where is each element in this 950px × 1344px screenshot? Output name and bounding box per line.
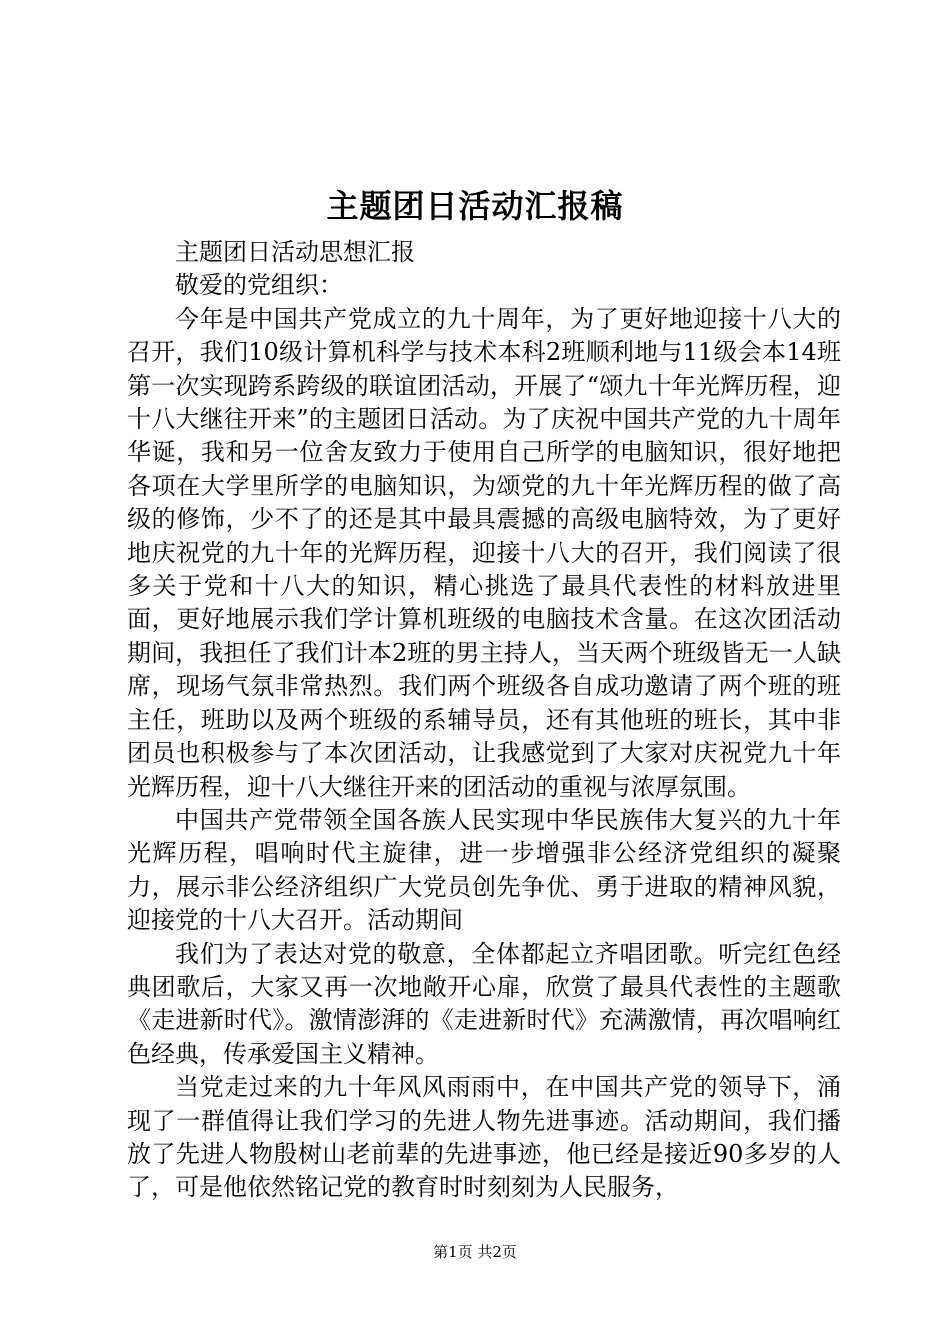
salutation-paragraph: 敬爱的党组织： [175,271,343,300]
document-title: 主题团日活动汇报稿 [326,187,624,225]
document-body [127,236,841,1205]
body-paragraph: 当党走过来的九十年风风雨雨中，在中国共产党的领导下，涌现了一群值得让我们学习的先进人物先进事迹。活动期间，我们播放了先进人物殷树山老前辈的先进事迹，他已经是接近90多岁的人了，可是他依然铭记党的教育时时刻刻为人民服务， [127,1073,841,1202]
body-paragraph: 今年是中国共产党成立的九十周年，为了更好地迎接十八大的召开，我们10级计算机科学与技术本科2班顺利地与11级会本14班第一次实现跨系跨级的联谊团活动，开展了“颂九十年光辉历程，迎十八大继往开来”的主题团日活动。为了庆祝中国共产党的九十周年华诞，我和另一位舍友致力于使用自己所学的电脑知识，很好地把各项在大学里所学的电脑知识，为颂党的九十年光辉历程的做了高级的修饰，少不了的还是其中最具震撼的高级电脑特效，为了更好地庆祝党的九十年的光辉历程，迎接十八大的召开，我们阅读了很多关于党和十八大的知识，精心挑选了最具代表性的材料放进里面，更好地展示我们学计算机班级的电脑技术含量。在这次团活动期间，我担任了我们计本2班的男主持人，当天两个班级皆无一人缺席，现场气氛非常热烈。我们两个班级各自成功邀请了两个班的班主任，班助以及两个班级的系辅导员，还有其他班的班长，其中非团员也积极参与了本次团活动，让我感觉到了大家对庆祝党九十年光辉历程，迎十八大继往开来的团活动的重视与浓厚氛围。 [127,304,841,801]
body-paragraph: 我们为了表达对党的敬意，全体都起立齐唱团歌。听完红色经典团歌后，大家又再一次地敞开心扉，欣赏了最具代表性的主题歌《走进新时代》。激情澎湃的《走进新时代》充满激情，再次唱响红色经典，传承爱国主义精神。 [127,939,841,1068]
page-number-footer: 第1页 共2页 [433,1243,517,1261]
body-paragraph: 中国共产党带领全国各族人民实现中华民族伟大复兴的九十年光辉历程，唱响时代主旋律，进一步增强非公经济党组织的凝聚力，展示非公经济组织广大党员创先争优、勇于进取的精神风貌，迎接党的十八大召开。活动期间 [127,805,841,935]
subtitle-paragraph: 主题团日活动思想汇报 [175,238,415,266]
